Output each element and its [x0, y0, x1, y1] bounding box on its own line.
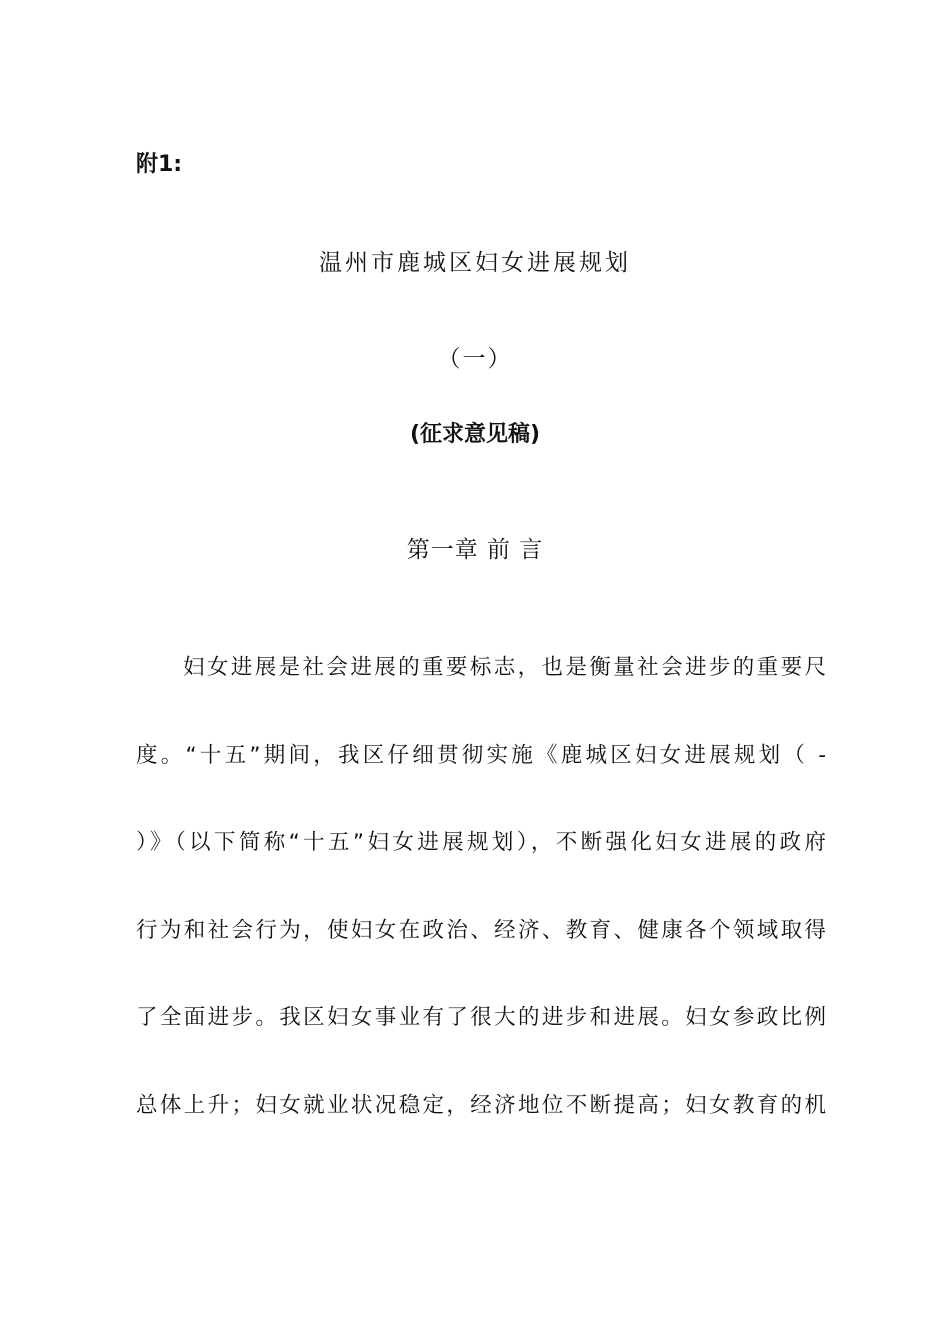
body-line: 总体上升；妇女就业状况稳定，经济地位不断提高；妇女教育的机: [136, 1092, 826, 1118]
body-line: ）》（以下简称“十五”妇女进展规划），不断强化妇女进展的政府: [136, 830, 826, 855]
draft-note: (征求意见稿): [409, 422, 541, 447]
chapter-heading: 第一章 前 言: [406, 537, 544, 563]
attachment-label: 附1:: [136, 152, 183, 177]
document-number: （一）: [437, 346, 513, 372]
body-paragraph: [136, 650, 826, 1175]
document-title: 温州市鹿城区妇女进展规划: [319, 250, 631, 276]
body-line: 度。“十五”期间，我区仔细贯彻实施《鹿城区妇女进展规划（ -: [136, 742, 826, 768]
body-line: 了全面进步。我区妇女事业有了很大的进步和进展。妇女参政比例: [136, 1005, 826, 1030]
body-line: 妇女进展是社会进展的重要标志，也是衡量社会进步的重要尺: [183, 655, 826, 680]
body-line: 行为和社会行为，使妇女在政治、经济、教育、健康各个领域取得: [136, 917, 826, 943]
